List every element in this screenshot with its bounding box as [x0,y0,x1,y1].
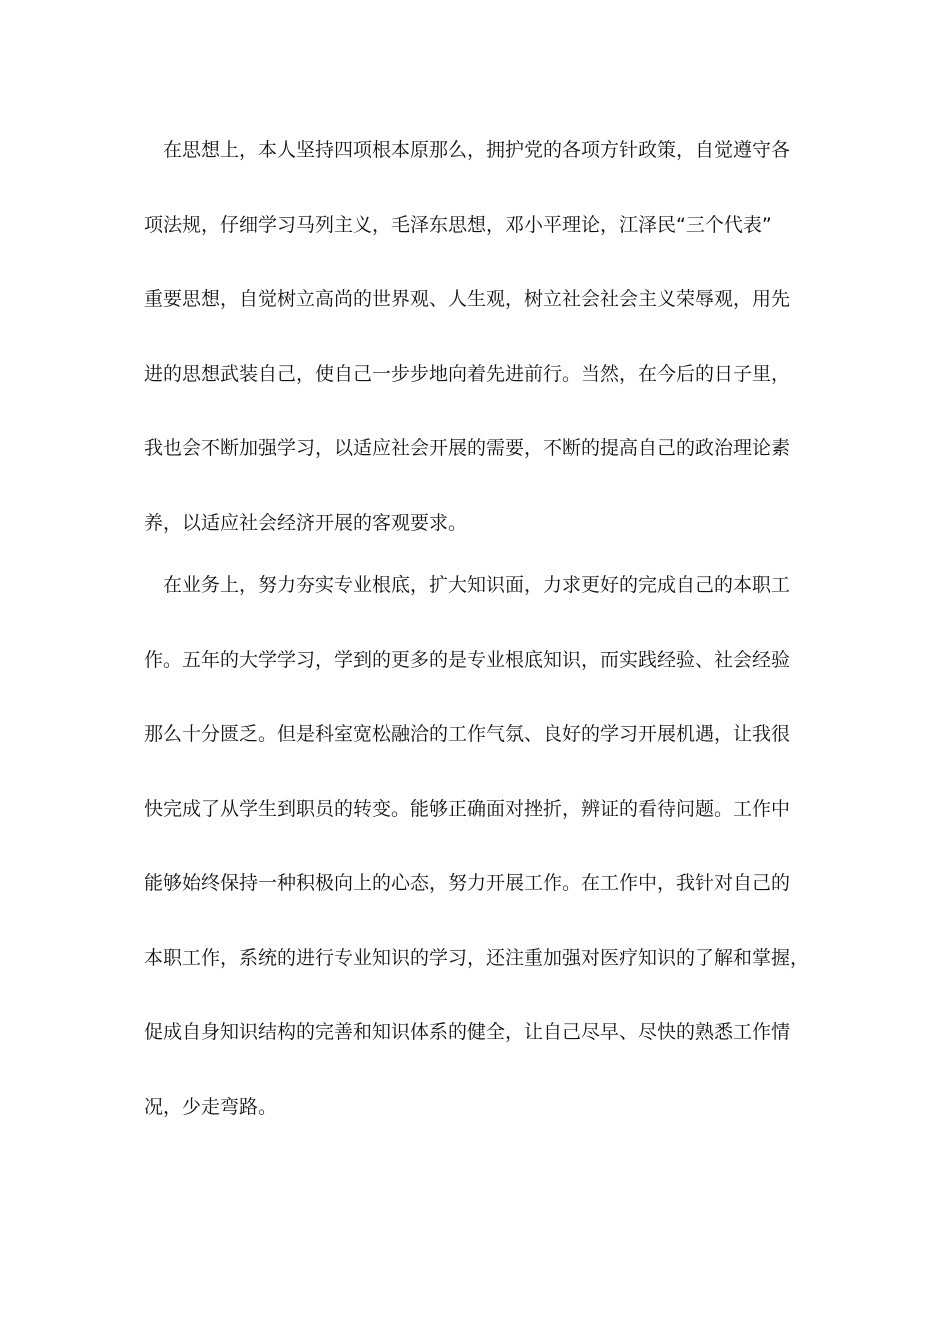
paragraph-ideology [144,130,808,577]
text-line: 作。五年的大学学习，学到的更多的是专业根底知识，而实践经验、社会经验 [144,648,791,671]
text-line: 况，少走弯路。 [144,1095,278,1118]
text-line: 那么十分匮乏。但是科室宽松融洽的工作气氛、良好的学习开展机遇，让我很 [144,723,791,745]
text-line: 快完成了从学生到职员的转变。能够正确面对挫折，辨证的看待问题。工作中 [144,797,791,820]
text-line: 我也会不断加强学习，以适应社会开展的需要，不断的提高自己的政治理论素 [144,437,791,459]
text-line: 本职工作，系统的进行专业知识的学习，还注重加强对医疗知识的了解和掌握， [144,946,810,969]
text-line: 养，以适应社会经济开展的客观要求。 [144,511,468,534]
text-line: 重要思想，自觉树立高尚的世界观、人生观，树立社会社会主义荣辱观，用先 [144,288,791,310]
paragraph-business [144,565,808,1161]
text-line: 在思想上，本人坚持四项根本原那么，拥护党的各项方针政策，自觉遵守各 [163,139,791,161]
text-line: 在业务上，努力夯实专业根底，扩大知识面，力求更好的完成自己的本职工 [163,574,791,596]
text-line: 促成自身知识结构的完善和知识体系的健全，让自己尽早、尽快的熟悉工作情 [144,1021,791,1043]
text-line: 进的思想武装自己，使自己一步步地向着先进前行。当然，在今后的日子里， [144,362,791,385]
text-line: 项法规，仔细学习马列主义，毛泽东思想，邓小平理论，江泽民“三个代表” [144,213,772,236]
text-line: 能够始终保持一种积极向上的心态，努力开展工作。在工作中，我针对自己的 [144,872,791,894]
